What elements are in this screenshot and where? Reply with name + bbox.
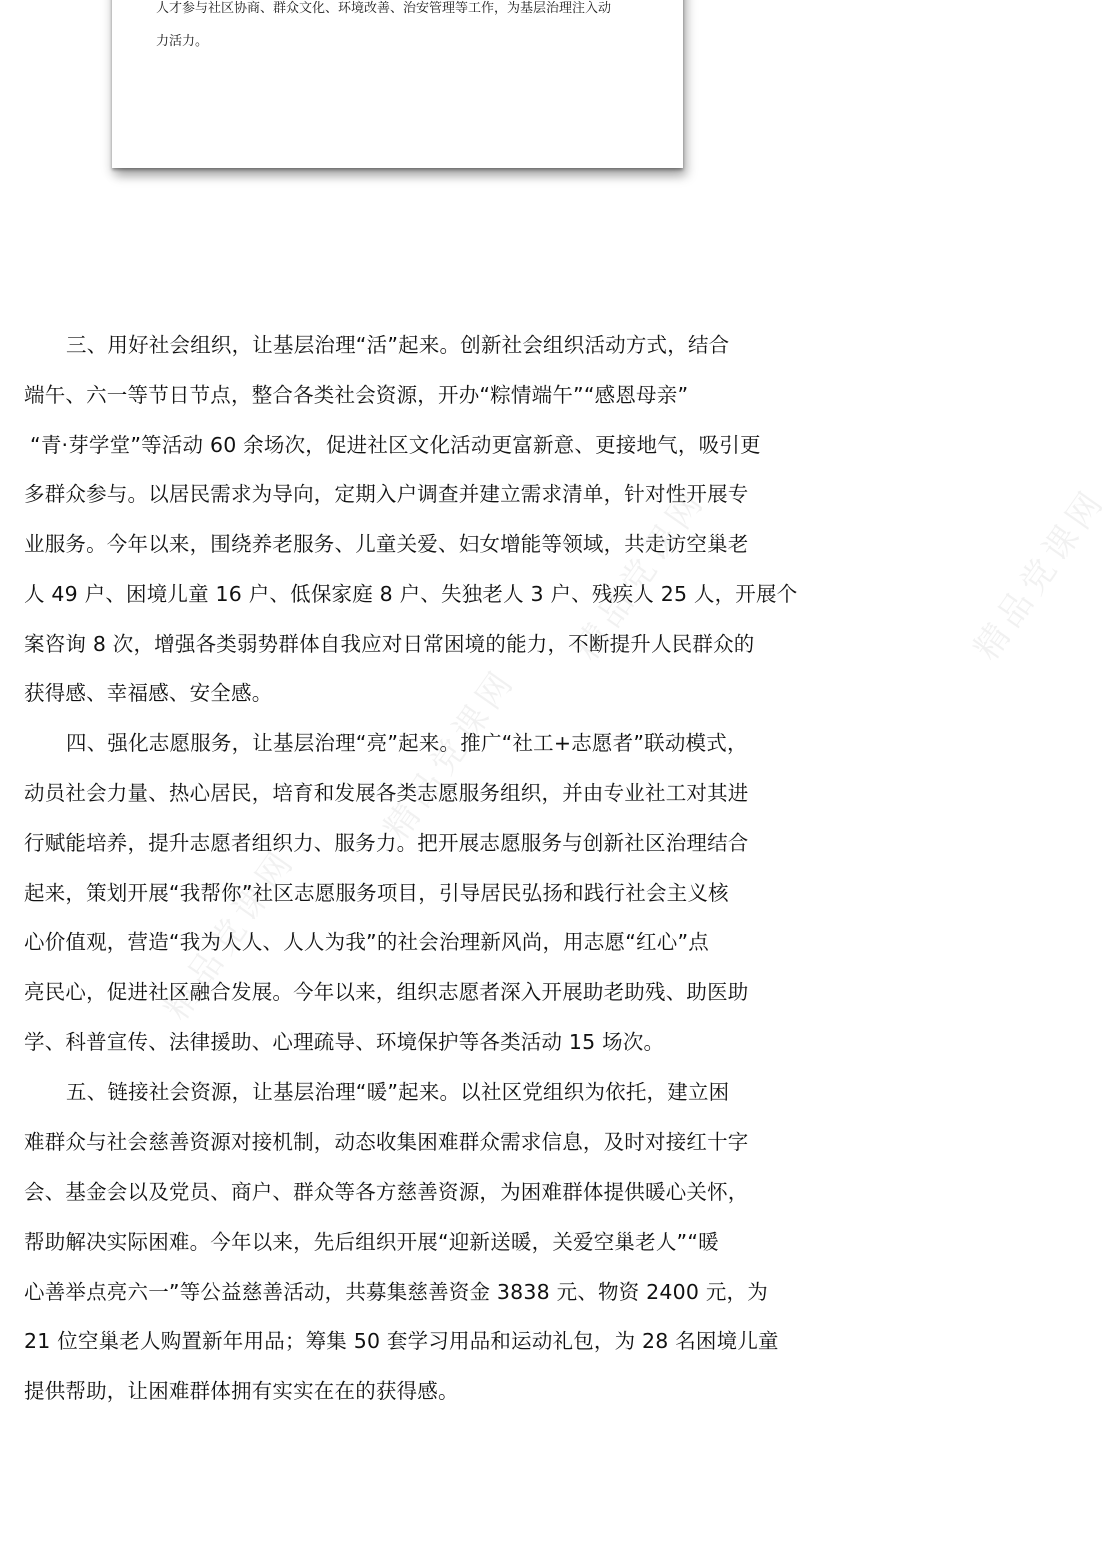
card-text-line: 人才参与社区协商、群众文化、环境改善、治安管理等工作，为基层治理注入动 (156, 1, 612, 16)
watermark: 精品党课网 (566, 480, 715, 668)
watermark: 精品党课网 (376, 660, 525, 848)
paragraph-line: 提供帮助，让困难群体拥有实实在在的获得感。 (24, 1379, 459, 1403)
paragraph-line: 心善举点亮六一”等公益慈善活动，共募集慈善资金 3838 元、物资 2400 元，为 (24, 1280, 768, 1304)
paragraph-line: 案咨询 8 次，增强各类弱势群体自我应对日常困境的能力，不断提升人民群众的 (24, 632, 755, 656)
paragraph-line: 行赋能培养，提升志愿者组织力、服务力。把开展志愿服务与创新社区治理结合 (24, 831, 749, 855)
paragraph-line: “青·芽学堂”等活动 60 余场次，促进社区文化活动更富新意、更接地气，吸引更 (30, 433, 761, 457)
watermark: 精品党课网 (966, 480, 1115, 668)
card-text-line: 力活力。 (156, 34, 209, 49)
paragraph-line: 21 位空巢老人购置新年用品；筹集 50 套学习用品和运动礼包，为 28 名困境儿童 (24, 1329, 779, 1353)
paragraph-line: 心价值观，营造“我为人人、人人为我”的社会治理新风尚，用志愿“红心”点 (24, 930, 709, 954)
paragraph-line: 多群众参与。以居民需求为导向，定期入户调查并建立需求清单，针对性开展专 (24, 482, 749, 506)
watermark: 精品党课网 (156, 840, 305, 1028)
paragraph-line: 亮民心，促进社区融合发展。今年以来，组织志愿者深入开展助老助残、助医助 (24, 980, 749, 1004)
paragraph-line: 五、链接社会资源，让基层治理“暖”起来。以社区党组织为依托，建立困 (66, 1080, 730, 1104)
paragraph-line: 三、用好社会组织，让基层治理“活”起来。创新社会组织活动方式，结合 (66, 333, 730, 357)
paragraph-line: 获得感、幸福感、安全感。 (24, 681, 273, 705)
page-preview-card (112, 0, 683, 168)
paragraph-line: 动员社会力量、热心居民，培育和发展各类志愿服务组织，并由专业社工对其进 (24, 781, 749, 805)
paragraph-line: 帮助解决实际困难。今年以来，先后组织开展“迎新送暖，关爱空巢老人”“暖 (24, 1230, 719, 1254)
paragraph-line: 学、科普宣传、法律援助、心理疏导、环境保护等各类活动 15 场次。 (24, 1030, 665, 1054)
paragraph-line: 人 49 户、困境儿童 16 户、低保家庭 8 户、失独老人 3 户、残疾人 25 人，开展个 (24, 582, 798, 606)
paragraph-line: 会、基金会以及党员、商户、群众等各方慈善资源，为困难群体提供暖心关怀， (24, 1180, 749, 1204)
paragraph-line: 端午、六一等节日节点，整合各类社会资源，开办“粽情端午”“感恩母亲” (24, 383, 689, 407)
paragraph-line: 难群众与社会慈善资源对接机制，动态收集困难群众需求信息，及时对接红十字 (24, 1130, 749, 1154)
paragraph-line: 四、强化志愿服务，让基层治理“亮”起来。推广“社工+志愿者”联动模式， (66, 731, 748, 755)
paragraph-line: 起来，策划开展“我帮你”社区志愿服务项目，引导居民弘扬和践行社会主义核 (24, 881, 729, 905)
paragraph-line: 业服务。今年以来，围绕养老服务、儿童关爱、妇女增能等领域，共走访空巢老 (24, 532, 749, 556)
